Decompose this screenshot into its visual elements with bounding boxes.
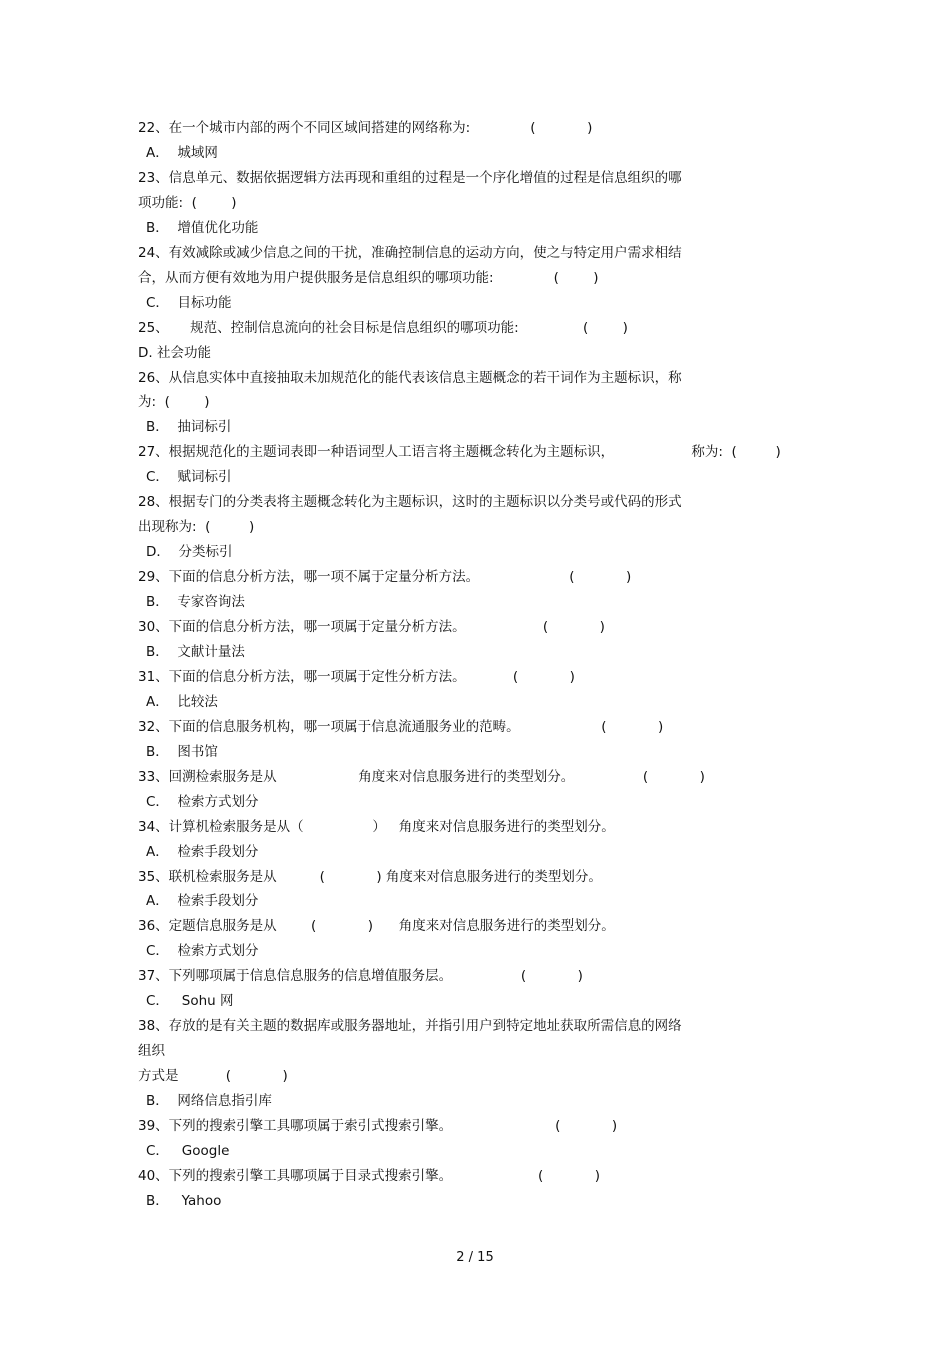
answer-line: A． 比较法: [146, 693, 218, 710]
question-line: 合，从而方便有效地为用户提供服务是信息组织的哪项功能: ( ): [138, 269, 599, 286]
question-line: 32、下面的信息服务机构，哪一项属于信息流通服务业的范畴。 ( ): [138, 718, 664, 735]
answer-line: D． 分类标引: [146, 544, 233, 561]
question-line: 项功能: ( ): [138, 194, 237, 211]
question-line: 37、下列哪项属于信息信息服务的信息增值服务层。 ( ): [138, 968, 583, 985]
question-line: 33、回溯检索服务是从 角度来对信息服务进行的类型划分。 ( ): [138, 768, 705, 785]
question-line: 38、存放的是有关主题的数据库或服务器地址，并指引用户到特定地址获取所需信息的网络: [138, 1018, 682, 1035]
question-line: 30、下面的信息分析方法，哪一项属于定量分析方法。 ( ): [138, 619, 605, 635]
question-line: 39、下列的搜索引擎工具哪项属于索引式搜索引擎。 ( ): [138, 1118, 618, 1134]
answer-line: A． 城域网: [146, 144, 218, 161]
question-line: 34、计算机检索服务是从（ ） 角度来对信息服务进行的类型划分。: [138, 818, 615, 835]
question-line: 24、有效减除或减少信息之间的干扰，准确控制信息的运动方向，使之与特定用户需求相结: [138, 244, 682, 261]
answer-line: B． 图书馆: [146, 743, 218, 760]
answer-line: B． 专家咨询法: [146, 594, 245, 610]
answer-line: B． Yahoo: [146, 1192, 222, 1209]
answer-line: C． Google: [146, 1142, 230, 1159]
question-line: 31、下面的信息分析方法，哪一项属于定性分析方法。 ( ): [138, 668, 575, 685]
question-line: D. 社会功能: [138, 344, 211, 361]
page-number: 2 / 15: [456, 1250, 494, 1265]
question-line: 28、根据专门的分类表将主题概念转化为主题标识，这时的主题标识以分类号或代码的形式: [138, 494, 682, 511]
question-line: 为: ( ): [138, 394, 210, 411]
answer-line: B． 文献计量法: [146, 643, 245, 660]
answer-line: A． 检索手段划分: [146, 843, 259, 860]
question-line: 出现称为: ( ): [138, 519, 255, 536]
question-line: 26、从信息实体中直接抽取未加规范化的能代表该信息主题概念的若干词作为主题标识，称: [138, 369, 682, 386]
answer-line: C． Sohu 网: [146, 993, 234, 1010]
question-line: 27、根据规范化的主题词表即一种语词型人工语言将主题概念转化为主题标识， 称为: ( ): [138, 444, 781, 461]
question-line: 35、联机检索服务是从 ( ) 角度来对信息服务进行的类型划分。: [138, 868, 602, 885]
question-line: 22、在一个城市内部的两个不同区域间搭建的网络称为: ( ): [138, 120, 593, 136]
question-line: 方式是 ( ): [138, 1068, 288, 1085]
answer-line: C． 赋词标引: [146, 469, 232, 486]
answer-line: B． 网络信息指引库: [146, 1093, 272, 1109]
answer-line: A． 检索手段划分: [146, 893, 259, 910]
answer-line: B． 增值优化功能: [146, 219, 259, 236]
question-line: 40、下列的搜索引擎工具哪项属于目录式搜索引擎。 ( ): [138, 1167, 601, 1184]
answer-line: C． 目标功能: [146, 294, 232, 311]
question-line: 36、定题信息服务是从 ( ) 角度来对信息服务进行的类型划分。: [138, 918, 615, 935]
answer-line: C． 检索方式划分: [146, 943, 259, 960]
answer-line: B． 抽词标引: [146, 419, 232, 436]
question-line: 25、 规范、控制信息流向的社会目标是信息组织的哪项功能: ( ): [138, 319, 628, 336]
question-line: 29、下面的信息分析方法，哪一项不属于定量分析方法。 ( ): [138, 569, 632, 586]
question-line: 23、信息单元、数据依据逻辑方法再现和重组的过程是一个序化增值的过程是信息组织的哪: [138, 169, 682, 186]
answer-line: C． 检索方式划分: [146, 793, 259, 810]
question-line: 组织: [138, 1043, 165, 1060]
